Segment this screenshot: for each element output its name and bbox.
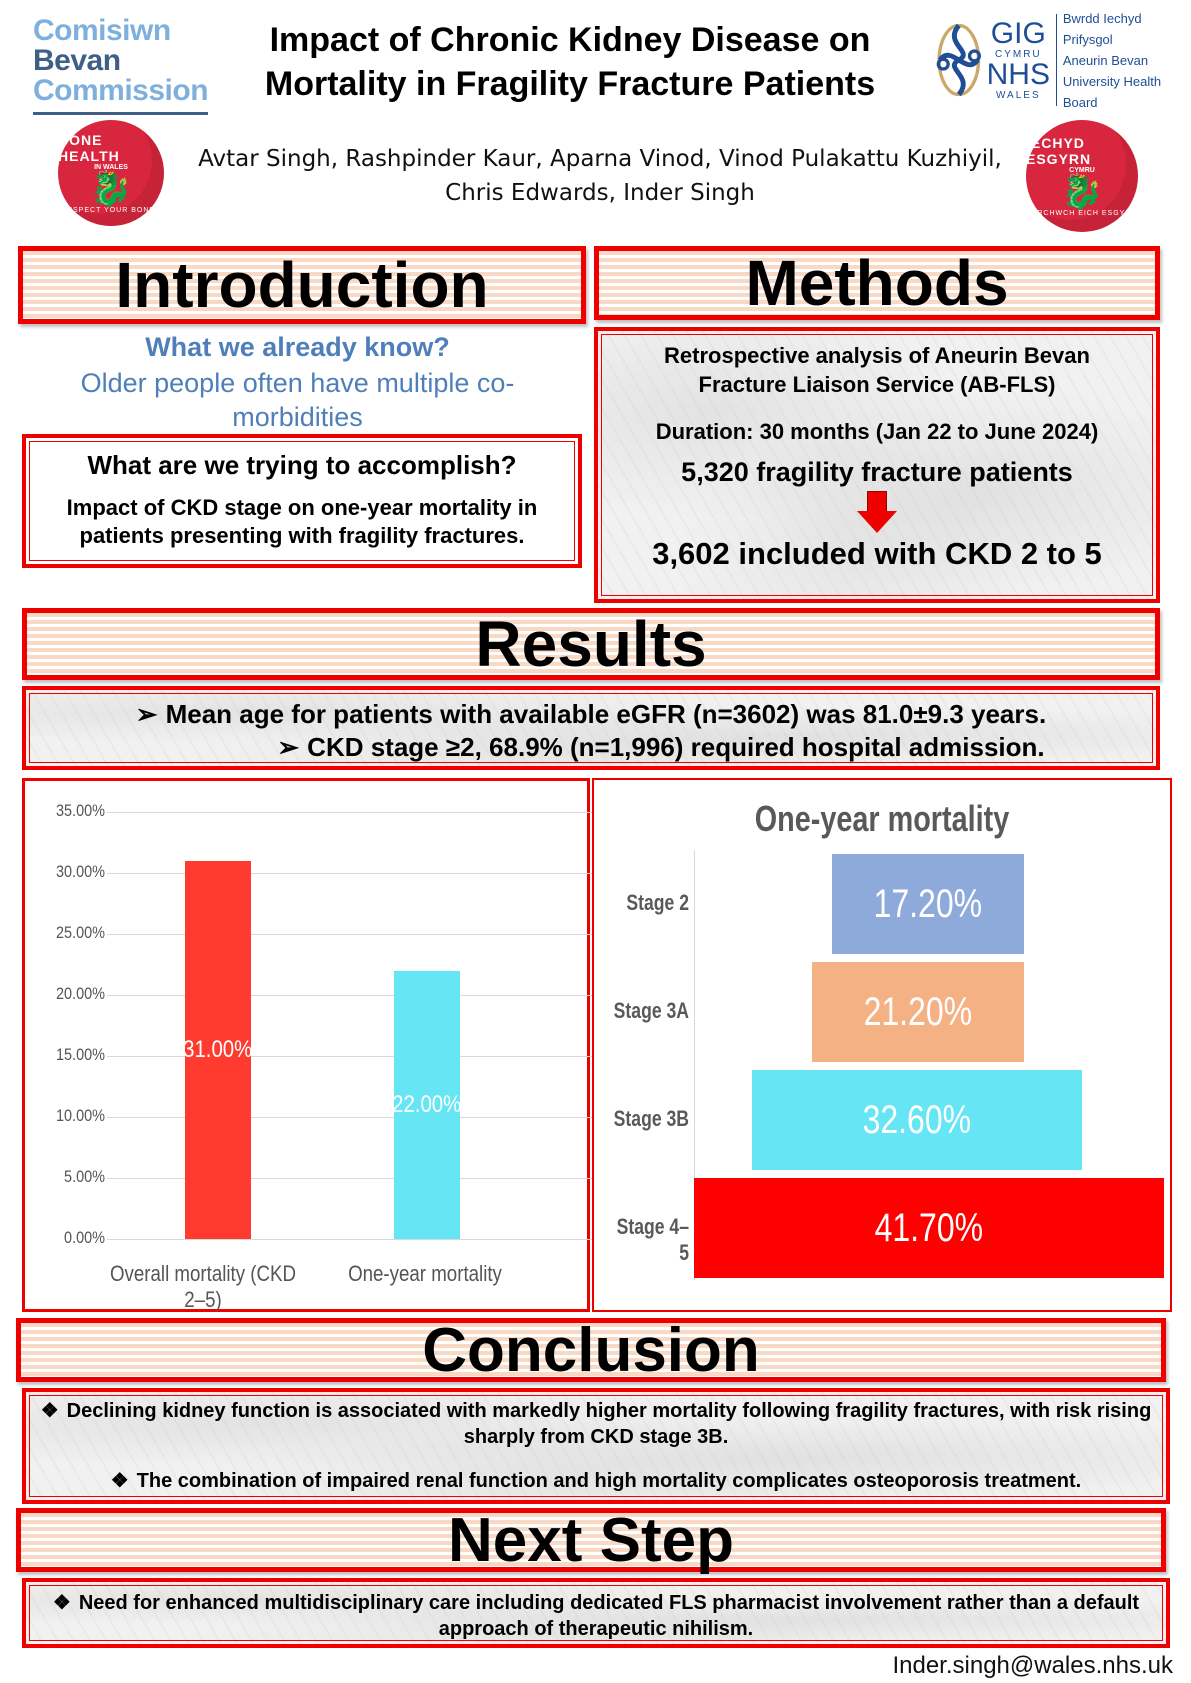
y-tick: 30.00% (55, 862, 105, 881)
stage-label: Stage 4–5 (616, 1214, 689, 1265)
next-step-box (22, 1578, 1170, 1648)
bar-overall-mortality: 31.00% (185, 861, 251, 1239)
y-tick: 20.00% (55, 984, 105, 1003)
y-tick: 15.00% (55, 1045, 105, 1064)
bar-stage-2: 17.20% (832, 854, 1024, 954)
methods-box (594, 327, 1160, 603)
diamond-bullet-icon: ❖ (110, 1470, 129, 1492)
bar-stage-4-5: 41.70% (694, 1178, 1164, 1278)
methods-patients: 5,320 fragility fracture patients (681, 457, 1073, 487)
stage-label: Stage 2 (626, 890, 689, 915)
authors-line: Chris Edwards, Inder Singh (445, 180, 755, 206)
authors (190, 142, 1010, 210)
title-line: Impact of Chronic Kidney Disease on (269, 21, 871, 59)
title-line: Mortality in Fragility Fracture Patients (264, 65, 876, 103)
celtic-knot-icon (935, 10, 983, 110)
diamond-bullet-icon: ❖ (52, 1592, 71, 1614)
y-tick: 0.00% (64, 1228, 105, 1247)
conclusion-bullet: ❖ The combination of impaired renal function and high mortality complicates osteoporosis treatment. (110, 1470, 1082, 1492)
stage-label: Stage 3A (613, 998, 689, 1023)
methods-heading: Methods (594, 246, 1160, 320)
chart-title: One-year mortality (754, 798, 1010, 839)
stage-label: Stage 3B (613, 1106, 689, 1131)
results-bullet: ➢ CKD stage ≥2, 68.9% (n=1,996) required hospital admission. (277, 732, 1045, 762)
poster-title (230, 18, 910, 106)
methods-duration: Duration: 30 months (Jan 22 to June 2024) (655, 419, 1099, 444)
logo-text-line: Commission (33, 74, 209, 107)
gridline (107, 995, 597, 996)
logo-text-line: Bevan (33, 44, 121, 77)
gridline (107, 873, 597, 874)
logo-underline (33, 112, 208, 115)
authors-line: Avtar Singh, Rashpinder Kaur, Aparna Vinod, Vinod Pulakattu Kuzhiyil, (198, 146, 1002, 172)
nhs-wordmark: GIG CYMRU NHS WALES (986, 17, 1050, 101)
diamond-bullet-icon: ❖ (40, 1400, 59, 1422)
y-tick: 10.00% (55, 1106, 105, 1125)
bar-stage-3b: 32.60% (752, 1070, 1082, 1170)
gridline (107, 1056, 597, 1057)
introduction-heading: Introduction (18, 246, 586, 324)
gridline (107, 1117, 597, 1118)
results-box (22, 686, 1160, 770)
logo-divider (1056, 14, 1057, 106)
gridline (107, 812, 597, 813)
nhs-wales-logo (935, 6, 1175, 114)
mortality-bar-chart (22, 778, 590, 1312)
y-tick: 25.00% (55, 923, 105, 942)
known-text: Older people often have multiple co-morbidities (80, 368, 515, 432)
methods-line: Fracture Liaison Service (AB-FLS) (698, 372, 1056, 397)
results-heading: Results (22, 608, 1160, 680)
next-step-bullet: ❖ Need for enhanced multidisciplinary care including dedicated FLS pharmacist involvement rather than a default approach of therapeutic nihilism. (52, 1592, 1140, 1640)
y-tick: 35.00% (55, 801, 105, 820)
iechyd-esgyrn-badge: IECHYD ESGYRN CYMRU 🐉 PARCHWCH EICH ESGYRN (1026, 120, 1138, 232)
aim-text: Impact of CKD stage on one-year mortality in patients presenting with fragility fractures. (66, 495, 538, 548)
welsh-dragon-icon: 🐉 (1060, 173, 1104, 211)
methods-line: Retrospective analysis of Aneurin Bevan (664, 343, 1090, 368)
logo-text-line: Comisiwn (33, 14, 171, 47)
aim-box (22, 434, 582, 568)
welsh-dragon-icon: 🐉 (89, 170, 133, 208)
gridline (107, 1178, 597, 1179)
arrow-bullet-icon: ➢ (277, 732, 300, 762)
conclusion-bullet: ❖ Declining kidney function is associated with markedly higher mortality following fragility fractures, with risk rising sharply from CKD stage 3B. (40, 1400, 1152, 1448)
known-title: What we already know? (145, 332, 450, 362)
bone-health-badge: BONE HEALTH IN WALES 🐉 RESPECT YOUR BONES (58, 120, 164, 226)
x-category-label: Overall mortality (CKD 2–5) (110, 1261, 296, 1312)
one-year-mortality-funnel-chart (592, 778, 1172, 1312)
bevan-commission-logo (33, 16, 213, 115)
gridline (107, 934, 597, 935)
y-tick: 5.00% (64, 1167, 105, 1186)
results-bullet: ➢ Mean age for patients with available eGFR (n=3602) was 81.0±9.3 years. (135, 699, 1047, 729)
health-board-name: Bwrdd Iechyd Prifysgol Aneurin Bevan University Health Board (1062, 10, 1162, 110)
bar-stage-3a: 21.20% (812, 962, 1024, 1062)
methods-included: 3,602 included with CKD 2 to 5 (652, 536, 1102, 571)
conclusion-heading: Conclusion (16, 1318, 1166, 1382)
arrow-bullet-icon: ➢ (135, 699, 158, 729)
contact-email[interactable]: Inder.singh@wales.nhs.uk (892, 1652, 1173, 1679)
next-step-heading: Next Step (16, 1508, 1166, 1572)
gridline (107, 1239, 597, 1240)
x-category-label: One-year mortality (348, 1261, 502, 1286)
bar-one-year-mortality: 22.00% (394, 971, 460, 1239)
arrow-down-icon (857, 491, 897, 535)
conclusion-box (22, 1388, 1170, 1504)
aim-title: What are we trying to accomplish? (87, 450, 517, 480)
